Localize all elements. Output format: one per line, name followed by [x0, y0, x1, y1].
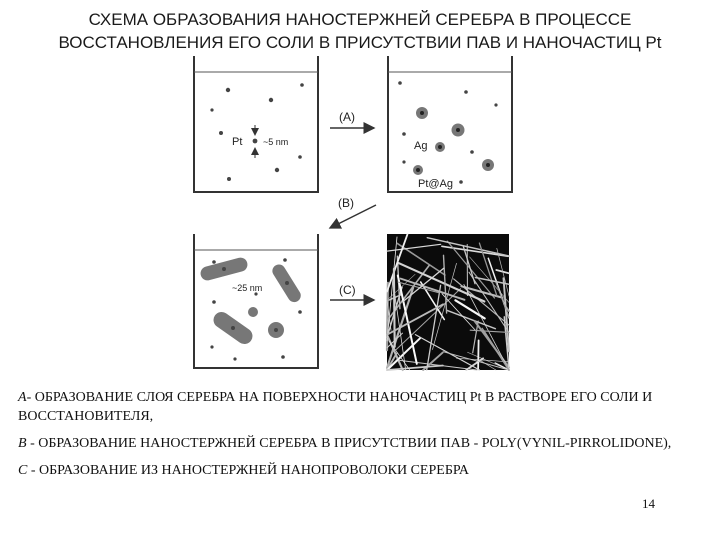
caption-c-text: - ОБРАЗОВАНИЕ ИЗ НАНОСТЕРЖНЕЙ НАНОПРОВОЛОКИ СЕРЕБРА [27, 463, 469, 478]
caption-b-text: - ОБРАЗОВАНИЕ НАНОСТЕРЖНЕЙ СЕРЕБРА В ПРИСУТСТВИИ ПАВ - POLY(VYNIL-PIRROLIDONE), [26, 436, 672, 451]
nanowire [394, 269, 395, 347]
step-b-label: (B) [338, 196, 354, 210]
pt-particles [210, 83, 303, 181]
caption-a-text: - ОБРАЗОВАНИЕ СЛОЯ СЕРЕБРА НА ПОВЕРХНОСТИ НАНОЧАСТИЦ Pt В РАСТВОРЕ ЕГО СОЛИ И ВОССТАНОВИТЕЛЯ, [18, 390, 653, 424]
nanowires-micrograph [387, 234, 509, 370]
step-a-label: (A) [339, 110, 355, 124]
title-line-2: ВОССТАНОВЛЕНИЯ ЕГО СОЛИ В ПРИСУТСТВИИ ПАВ И НАНОЧАСТИЦ Pt [58, 33, 662, 52]
rod-size-label: ~25 nm [232, 283, 263, 293]
caption-a-letter: A [18, 390, 27, 405]
pt-at-ag-label: Pt@Ag [418, 178, 454, 190]
title-line-1: СХЕМА ОБРАЗОВАНИЯ НАНОСТЕРЖНЕЙ СЕРЕБРА В ПРОЦЕССЕ [88, 10, 632, 29]
pt-label: Pt [232, 136, 243, 148]
ag-label: Ag [414, 140, 428, 152]
nanowire [478, 340, 479, 370]
captions [18, 388, 704, 488]
arrow-step-a [330, 110, 374, 128]
pt-size-label: ~5 nm [263, 137, 289, 147]
beaker-pt-at-ag-particles [388, 56, 512, 192]
arrow-step-c [330, 283, 374, 300]
caption-a [18, 388, 704, 426]
caption-b [18, 434, 704, 453]
caption-c [18, 461, 704, 480]
beaker-pt-particles [194, 56, 318, 192]
caption-c-letter: C [18, 463, 28, 478]
step-c-label: (C) [339, 283, 356, 297]
beaker-ag-nanorods [194, 234, 318, 368]
page-number: 14 [642, 496, 655, 511]
caption-b-letter: B [18, 436, 27, 451]
arrow-step-b [330, 196, 376, 228]
